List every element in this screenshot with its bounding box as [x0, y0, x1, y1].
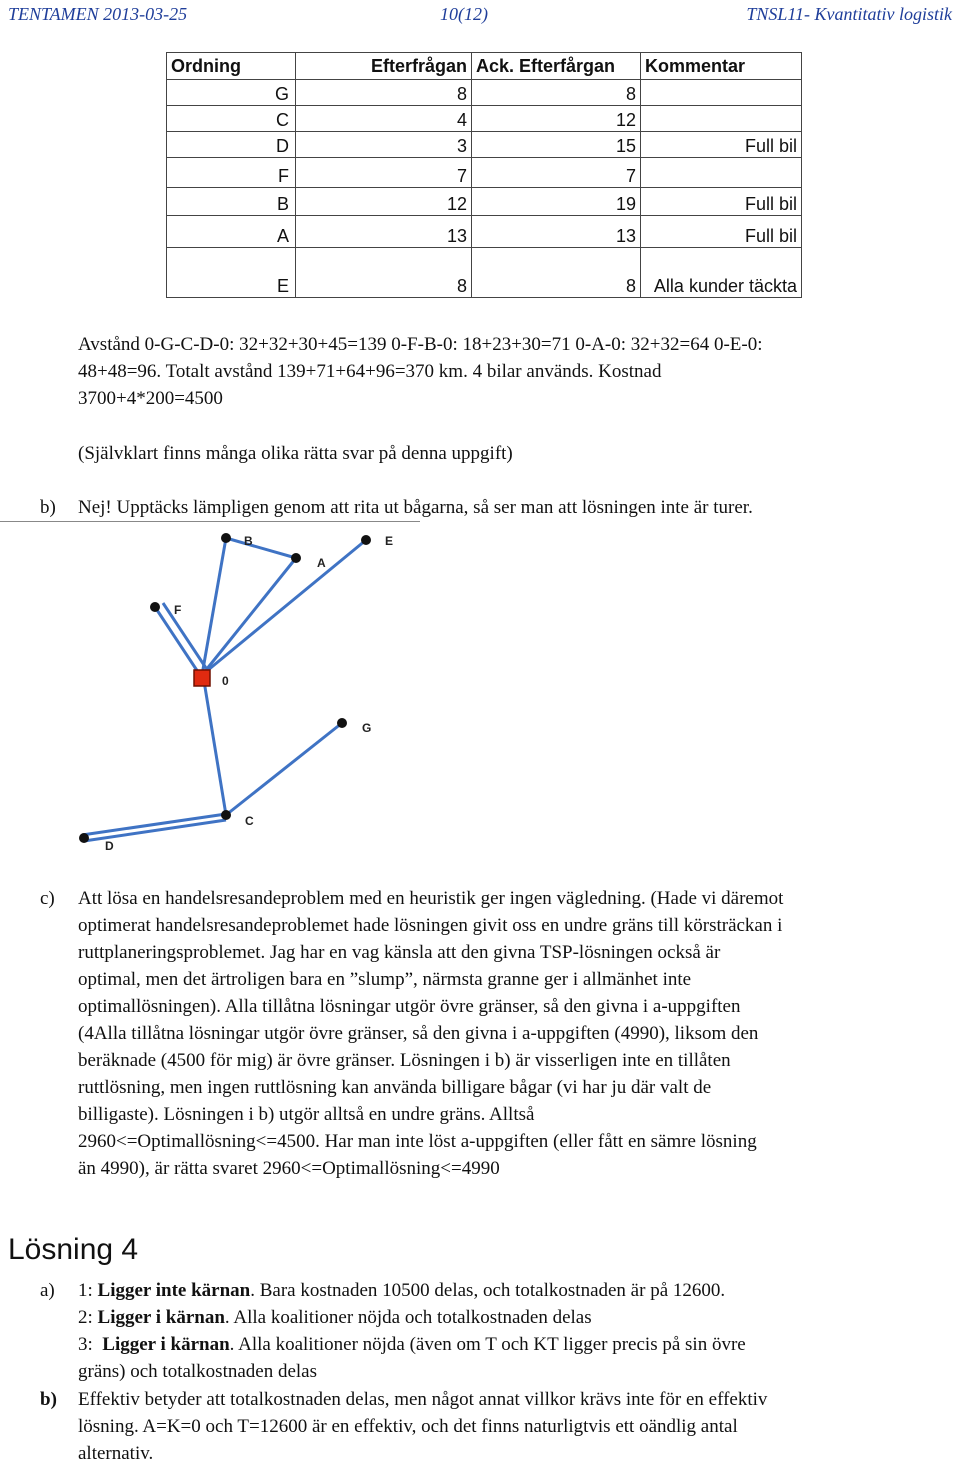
table-cell: F	[167, 158, 296, 188]
node-g	[337, 718, 347, 728]
distance-line-3: 3700+4*200=4500	[78, 388, 223, 409]
l4-a-item-3	[78, 1331, 958, 1358]
table-cell: Full bil	[641, 132, 802, 158]
table-cell: 12	[296, 188, 472, 216]
table-row	[167, 216, 802, 248]
part-c-label: c)	[40, 888, 55, 909]
part-b-text: Nej! Upptäcks lämpligen genom att rita ut bågarna, så ser man att lösningen inte är turer.	[78, 497, 753, 518]
item-verdict: Ligger i kärnan	[97, 1307, 225, 1328]
table-cell: 19	[472, 188, 641, 216]
section-title: Lösning 4	[8, 1233, 139, 1266]
table-cell: G	[167, 80, 296, 106]
table-row	[167, 248, 802, 298]
depot-node	[194, 670, 210, 686]
node-d	[79, 833, 89, 843]
table-cell: 8	[472, 80, 641, 106]
l4-a-text	[78, 1277, 958, 1385]
table-cell: 7	[472, 158, 641, 188]
distance-note: (Självklart finns många olika rätta svar på denna uppgift)	[78, 443, 513, 464]
edge-f-0-2	[163, 603, 206, 668]
table-row	[167, 106, 802, 132]
l4-b-line: lösning. A=K=0 och T=12600 är en effektiv, och det finns naturligtvis ett oändlig antal	[78, 1416, 738, 1437]
node-c	[221, 810, 231, 820]
header-right: TNSL11- Kvantitativ logistik	[746, 4, 952, 24]
table-cell: 13	[472, 216, 641, 248]
part-c-line: (4Alla tillåtna lösningar utgör övre gränser, så den givna i a-uppgiften (4990), liksom den	[78, 1023, 759, 1044]
part-c-line: beräknade (4500 för mig) är övre gränser. Lösningen i b) är visserligen inte en tillåten	[78, 1050, 731, 1071]
table-cell: 4	[296, 106, 472, 132]
l4-b-text	[78, 1386, 958, 1467]
edges	[82, 538, 366, 841]
edge-b-a	[226, 538, 296, 558]
table-header-row	[167, 53, 802, 80]
part-c-line: optimerat handelsresandeproblemet hade lösningen givit oss en undre gräns till körsträckan i	[78, 915, 783, 936]
item-verdict: Ligger i kärnan	[102, 1334, 230, 1355]
ordning-table	[166, 52, 802, 298]
part-c-line: billigaste). Lösningen i b) utgör alltså en undre gräns. Alltså	[78, 1104, 535, 1125]
table-cell	[641, 158, 802, 188]
route-diagram	[0, 525, 420, 860]
table-row	[167, 158, 802, 188]
table-cell: E	[167, 248, 296, 298]
table-cell: 3	[296, 132, 472, 158]
label-d: D	[105, 839, 114, 853]
table-cell: 8	[296, 80, 472, 106]
item-number: 2:	[78, 1307, 93, 1328]
node-b	[221, 533, 231, 543]
node-e	[361, 535, 371, 545]
label-f: F	[174, 603, 182, 617]
header-left: TENTAMEN 2013-03-25	[8, 4, 188, 24]
item-rest: . Bara kostnaden 10500 delas, och totalkostnaden är på 12600.	[250, 1280, 726, 1301]
part-b-label: b)	[40, 497, 56, 518]
item-rest: . Alla koalitioner nöjda (även om T och KT ligger precis på sin övre	[229, 1334, 746, 1355]
distance-line-1: Avstånd 0-G-C-D-0: 32+32+30+45=139 0-F-B-0: 18+23+30=71 0-A-0: 32+32=64 0-E-0:	[78, 334, 763, 355]
part-c-line: ruttplaneringsproblemet. Jag har en vag känsla att den givna TSP-lösningen också är	[78, 942, 721, 963]
table-cell: 13	[296, 216, 472, 248]
node-f	[150, 602, 160, 612]
table-cell: Alla kunder täckta	[641, 248, 802, 298]
label-c: C	[245, 814, 254, 828]
distance-line-2: 48+48=96. Totalt avstånd 139+71+64+96=370 km. 4 bilar används. Kostnad	[78, 361, 662, 382]
col-header-ordning: Ordning	[167, 53, 296, 80]
table-cell: Full bil	[641, 188, 802, 216]
table-cell	[641, 80, 802, 106]
item-number: 1:	[78, 1280, 93, 1301]
l4-a-item-1	[78, 1277, 958, 1304]
col-header-kommentar: Kommentar	[641, 53, 802, 80]
table-row	[167, 132, 802, 158]
part-c-line: än 4990), är rätta svaret 2960<=Optimallösning<=4990	[78, 1158, 500, 1179]
edge-b-0	[202, 538, 226, 675]
label-e: E	[385, 534, 394, 548]
part-c-line: ruttlösning, men ingen ruttlösning kan använda billigare bågar (vi har ju där valt de	[78, 1077, 712, 1098]
label-b: B	[244, 534, 253, 548]
col-header-ack: Ack. Efterfårgan	[472, 53, 641, 80]
l4-b-line: alternativ.	[78, 1443, 154, 1464]
l4-b-line: Effektiv betyder att totalkostnaden delas, men något annat villkor krävs inte för en effektiv	[78, 1389, 768, 1410]
table-cell: D	[167, 132, 296, 158]
l4-a-item-3-cont: gräns) och totalkostnaden delas	[78, 1361, 318, 1382]
edge-0-e	[202, 540, 366, 675]
table-cell: 7	[296, 158, 472, 188]
divider	[0, 521, 420, 522]
table-cell: C	[167, 106, 296, 132]
edge-a-0	[202, 558, 296, 675]
table-cell: 12	[472, 106, 641, 132]
node-labels	[105, 534, 393, 853]
table-cell: B	[167, 188, 296, 216]
table-cell: 8	[472, 248, 641, 298]
l4-b-label: b)	[40, 1389, 57, 1410]
l4-a-label: a)	[40, 1280, 55, 1301]
table-row	[167, 80, 802, 106]
col-header-efterfragan: Efterfrågan	[296, 53, 472, 80]
distance-paragraph	[78, 331, 958, 412]
edge-g-c	[226, 723, 342, 815]
part-c-line: Att lösa en handelsresandeproblem med en heuristik ger ingen vägledning. (Hade vi däremot	[78, 888, 784, 909]
edge-0-c	[204, 681, 226, 815]
table-cell	[641, 106, 802, 132]
table-row	[167, 188, 802, 216]
item-rest: . Alla koalitioner nöjda och totalkostnaden delas	[224, 1307, 592, 1328]
table-cell: A	[167, 216, 296, 248]
label-0: 0	[222, 674, 229, 688]
nodes	[79, 533, 371, 843]
part-c-line: optimal, men det ärtroligen bara en ”slump”, närmsta granne ger i allmänhet inte	[78, 969, 692, 990]
header-page-number: 10(12)	[440, 4, 488, 24]
table-cell: Full bil	[641, 216, 802, 248]
node-a	[291, 553, 301, 563]
part-c-line: optimallösningen). Alla tillåtna lösningar utgör övre gränser, så den givna i a-uppgiften	[78, 996, 741, 1017]
table-cell: 8	[296, 248, 472, 298]
part-c-text	[78, 885, 958, 1182]
item-number: 3:	[78, 1334, 93, 1355]
item-verdict: Ligger inte kärnan	[97, 1280, 251, 1301]
part-c-line: 2960<=Optimallösning<=4500. Har man inte löst a-uppgiften (eller fått en sämre lösning	[78, 1131, 757, 1152]
table-cell: 15	[472, 132, 641, 158]
label-g: G	[362, 721, 372, 735]
label-a: A	[317, 556, 326, 570]
l4-a-item-2	[78, 1304, 958, 1331]
